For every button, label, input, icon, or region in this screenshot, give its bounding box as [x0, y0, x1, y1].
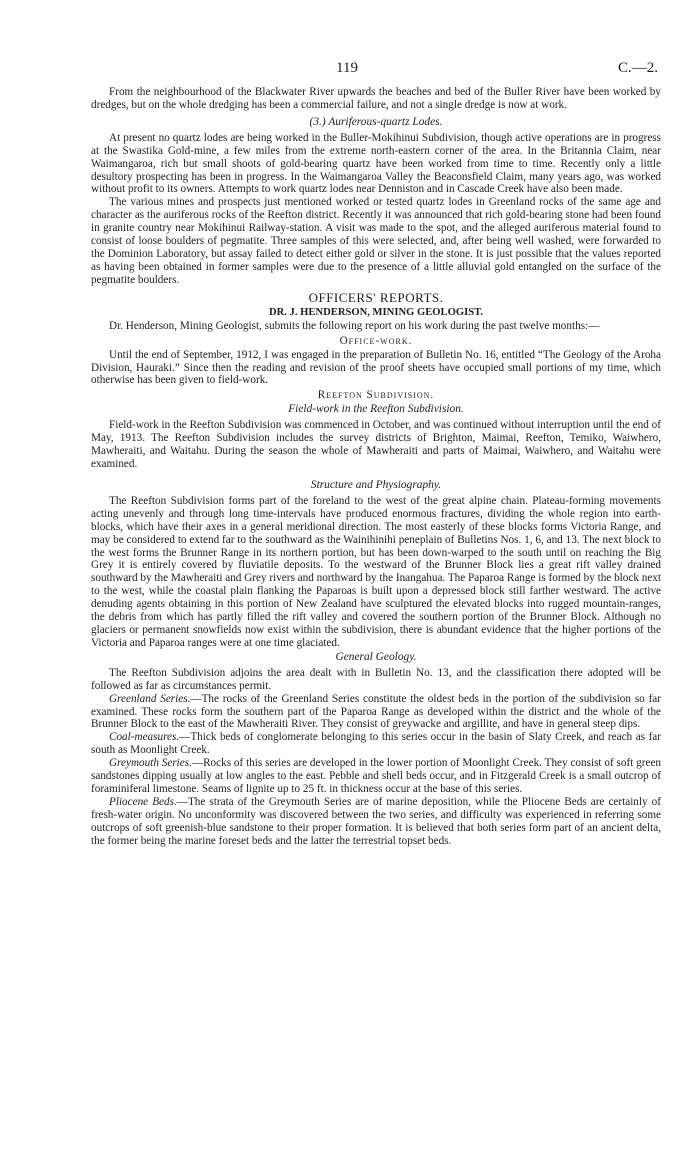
paragraph-coal-measures — [91, 731, 661, 757]
paragraph-pliocene-beds — [91, 796, 661, 848]
heading-henderson: DR. J. HENDERSON, MINING GEOLOGIST. — [268, 306, 484, 318]
heading-officers-reports: OFFICERS' REPORTS. — [308, 289, 444, 305]
page-number: 119 — [336, 60, 358, 76]
paragraph-office-work: Until the end of September, 1912, I was engaged in the preparation of Bulletin No. 16, entitled “The Geology of the Aroha Division, Hauraki.” Since then the reading and revision of the proof sheets have occupied small portions of my time, which otherwise has been given to field-work. — [91, 348, 661, 387]
greenland-series-label: Greenland Series. — [109, 692, 191, 705]
document-reference: C.—2. — [618, 60, 659, 76]
heading-structure: Structure and Physiography. — [310, 478, 442, 491]
paragraph-field-work: Field-work in the Reefton Subdivision was commenced in October, and was continued without interruption until the end of May, 1913. The Reefton Subdivision includes the survey districts of Brighton, Maimai, Reefton, Temiko, Waiwhero, Mawheraiti, and Waitahu. During the season the whole of Mawheraiti and parts of Maimai, Waiwhero, and Waitahu were examined. — [91, 419, 661, 471]
paragraph-greenland-series — [91, 693, 661, 732]
greenland-series-text: —The rocks of the Greenland Series constitute the oldest beds in the portion of the subdivision so far examined. These rocks form the southern part of the Paparoa Range as developed within the district and the whole of the Brunner Block to the east of the Mawheraiti River. They consist of greywacke and argillite, and have in general steep dips. — [91, 692, 661, 731]
paragraph-mines-prospects: The various mines and prospects just mentioned worked or tested quartz lodes in Greenland rocks of the same age and character as the auriferous rocks of the Reefton district. Recently it was announced that rich gold-bearing stone had been found in granite country near Mokihinui Railway-station. A visit was made to the spot, and the alleged auriferous material found to consist of loose boulders of pegmatite. Three samples of this were selected, and, after being well washed, were forwarded to the Dominion Laboratory, but assay failed to detect either gold or silver in the stone. It is just possible that the values reported as having been obtained in former samples were due to the presence of a little alluvial gold entangled on the surface of the pegmatite boulders. — [91, 196, 661, 286]
heading-field-work: Field-work in the Reefton Subdivision. — [288, 403, 464, 416]
paragraph-structure: The Reefton Subdivision forms part of the foreland to the west of the great alpine chain. Plateau-forming movements acting unevenly and through long time-intervals have produced enormous fractures, dividing the whole region into earth-blocks, which have their axes in a general meridional direction. The most easterly of these blocks forms Victoria Range, and may be considered to extend far to the southward as the Wainihinihi peneplain of Bulletins Nos. 1, 6, and 13. The next block to the west forms the Brunner Range in its northern portion, but has been down-warped to the south until on reaching the Big Grey it is entirely covered by fluviatile deposits. To the westward of the Brunner Block lies a great rift valley drained southward by the Mawheraiti and Grey rivers and northward by the Inangahua. The Paparoa Range is formed by the block next to the west, while the coastal plain flanking the Paparoas is built upon a depressed block still farther westward. The active denuding agents obtaining in this portion of New Zealand have sculptured the elevated blocks into rugged mountain-ranges, the debris from which has partly filled the rift valley and covered the southern portion of the Brunner Block. Although no glaciers or permanent snowfields now exist within the subdivision, there is abundant evidence that the higher portions of the Victoria and Paparoa ranges were at one time glaciated. — [91, 494, 661, 649]
section-heading-quartz-lodes: (3.) Auriferous-quartz Lodes. — [309, 115, 443, 128]
page-body — [91, 86, 661, 848]
coal-measures-label: Coal-measures. — [109, 731, 180, 744]
coal-measures-text: —Thick beds of conglomerate belonging to this series occur in the basin of Slaty Creek, and reach as far south as Moonlight Creek. — [91, 731, 661, 757]
heading-general-geology: General Geology. — [335, 650, 417, 663]
paragraph-general-geology: The Reefton Subdivision adjoins the area dealt with in Bulletin No. 13, and the classification there adopted will be followed as far as circumstances permit. — [91, 666, 661, 692]
paragraph-quartz-lodes: At present no quartz lodes are being worked in the Buller-Mokihinui Subdivision, though active operations are in progress at the Swastika Gold-mine, a few miles from the extreme north-eastern corner of the area. In the Britannia Claim, near Waimangaroa, rich but small shoots of gold-bearing quartz have been worked from time to time. Recently only a little desultory prospecting has been in progress. In the Waimangaroa Valley the Beaconsfield Claim, many years ago, was worked without profit to its owners. Attempts to work quartz lodes near Denniston and in Cascade Creek have also been made. — [91, 131, 661, 196]
pliocene-beds-text: —The strata of the Greymouth Series are of marine deposition, while the Pliocene Beds are certainly of fresh-water origin. No unconformity was discovered between the two series, and difficulty was experienced in referring some outcrops of soft greenish-blue sandstone to their proper formation. It is believed that both series form part of an ancient delta, the former being the marine foreset beds and the latter the terrestrial topset beds. — [91, 795, 661, 847]
paragraph-greymouth-series — [91, 757, 661, 796]
heading-reefton-subdivision: Reefton Subdivision. — [317, 389, 435, 402]
pliocene-beds-label: Pliocene Beds. — [109, 795, 177, 808]
heading-office-work: Office-work. — [339, 334, 413, 347]
greymouth-series-text: —Rocks of this series are developed in the lower portion of Moonlight Creek. They consist of soft green sandstones dipping usually at low angles to the east. Pebble and shell beds occur, and in Fitzgerald Creek is a small outcrop of foraminiferal limestone. Seams of lignite up to 25 ft. in thickness occur at the base of this series. — [91, 757, 661, 795]
paragraph-henderson-intro: Dr. Henderson, Mining Geologist, submits the following report on his work during the past twelve months:— — [109, 319, 600, 332]
greymouth-series-label: Greymouth Series. — [109, 757, 192, 770]
paragraph-dredging: From the neighbourhood of the Blackwater River upwards the beaches and bed of the Buller River have been worked by dredges, but on the whole dredging has been a commercial failure, and not a single dredge is now at work. — [91, 86, 661, 111]
